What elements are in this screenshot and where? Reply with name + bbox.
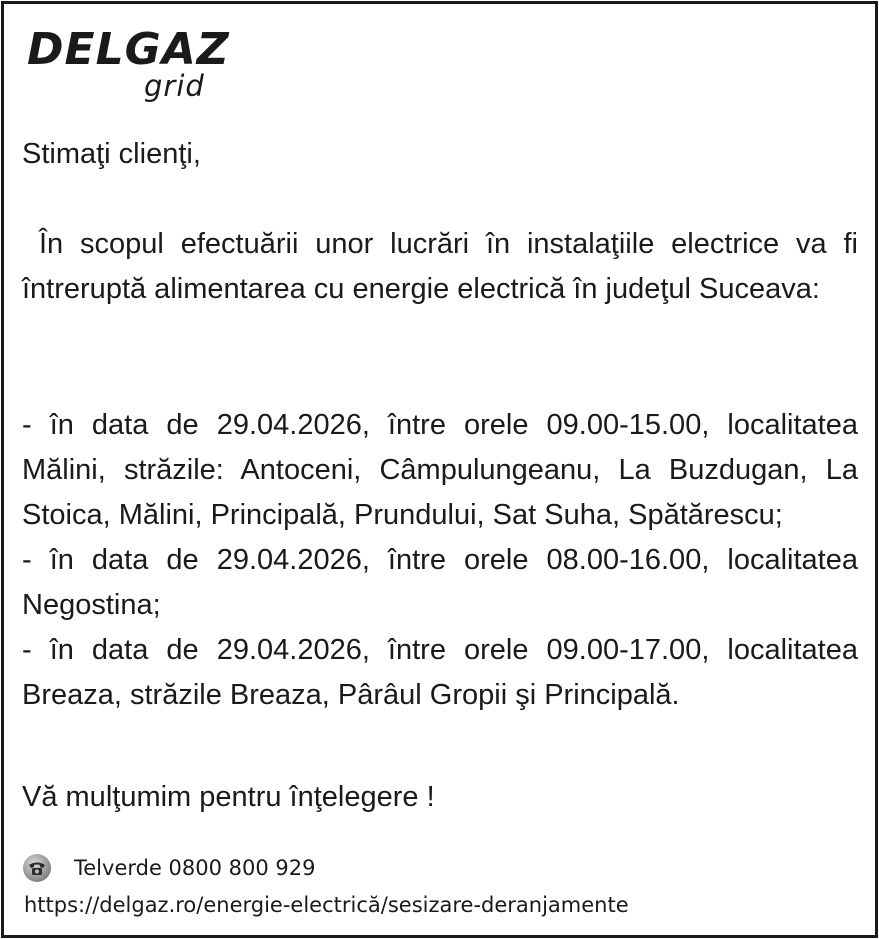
report-url[interactable]: https://delgaz.ro/energie-electrică/sesizare-deranjamente [24, 893, 629, 917]
thanks-line: Vă mulţumim pentru înţelegere ! [22, 781, 435, 813]
greeting: Stimaţi clienţi, [22, 138, 201, 170]
phone-contact [22, 852, 316, 884]
outage-schedule [22, 403, 858, 718]
phone-number: Telverde 0800 800 929 [74, 856, 316, 880]
schedule-entry-negostina: - în data de 29.04.2026, între orele 08.00-16.00, localitatea Negostina; [22, 544, 858, 621]
schedule-entry-malini: - în data de 29.04.2026, între orele 09.00-15.00, localitatea Mălini, străzile: Antoceni, Câmpulungeanu, La Buzdugan, La Stoica, Mălini, Principală, Prundului, Sat Suha, Spătărescu; [22, 409, 858, 531]
logo-brand: DELGAZ [27, 24, 230, 75]
telephone-icon [22, 853, 52, 883]
intro-paragraph: În scopul efectuării unor lucrări în instalaţiile electrice va fi întreruptă alimentarea cu energie electrică în judeţul Suceava: [22, 228, 858, 305]
delgaz-grid-logo [27, 24, 230, 104]
logo-sub: grid [144, 69, 205, 103]
schedule-entry-breaza: - în data de 29.04.2026, între orele 09.00-17.00, localitatea Breaza, străzile Breaza, Pârâul Gropii şi Principală. [22, 634, 858, 711]
